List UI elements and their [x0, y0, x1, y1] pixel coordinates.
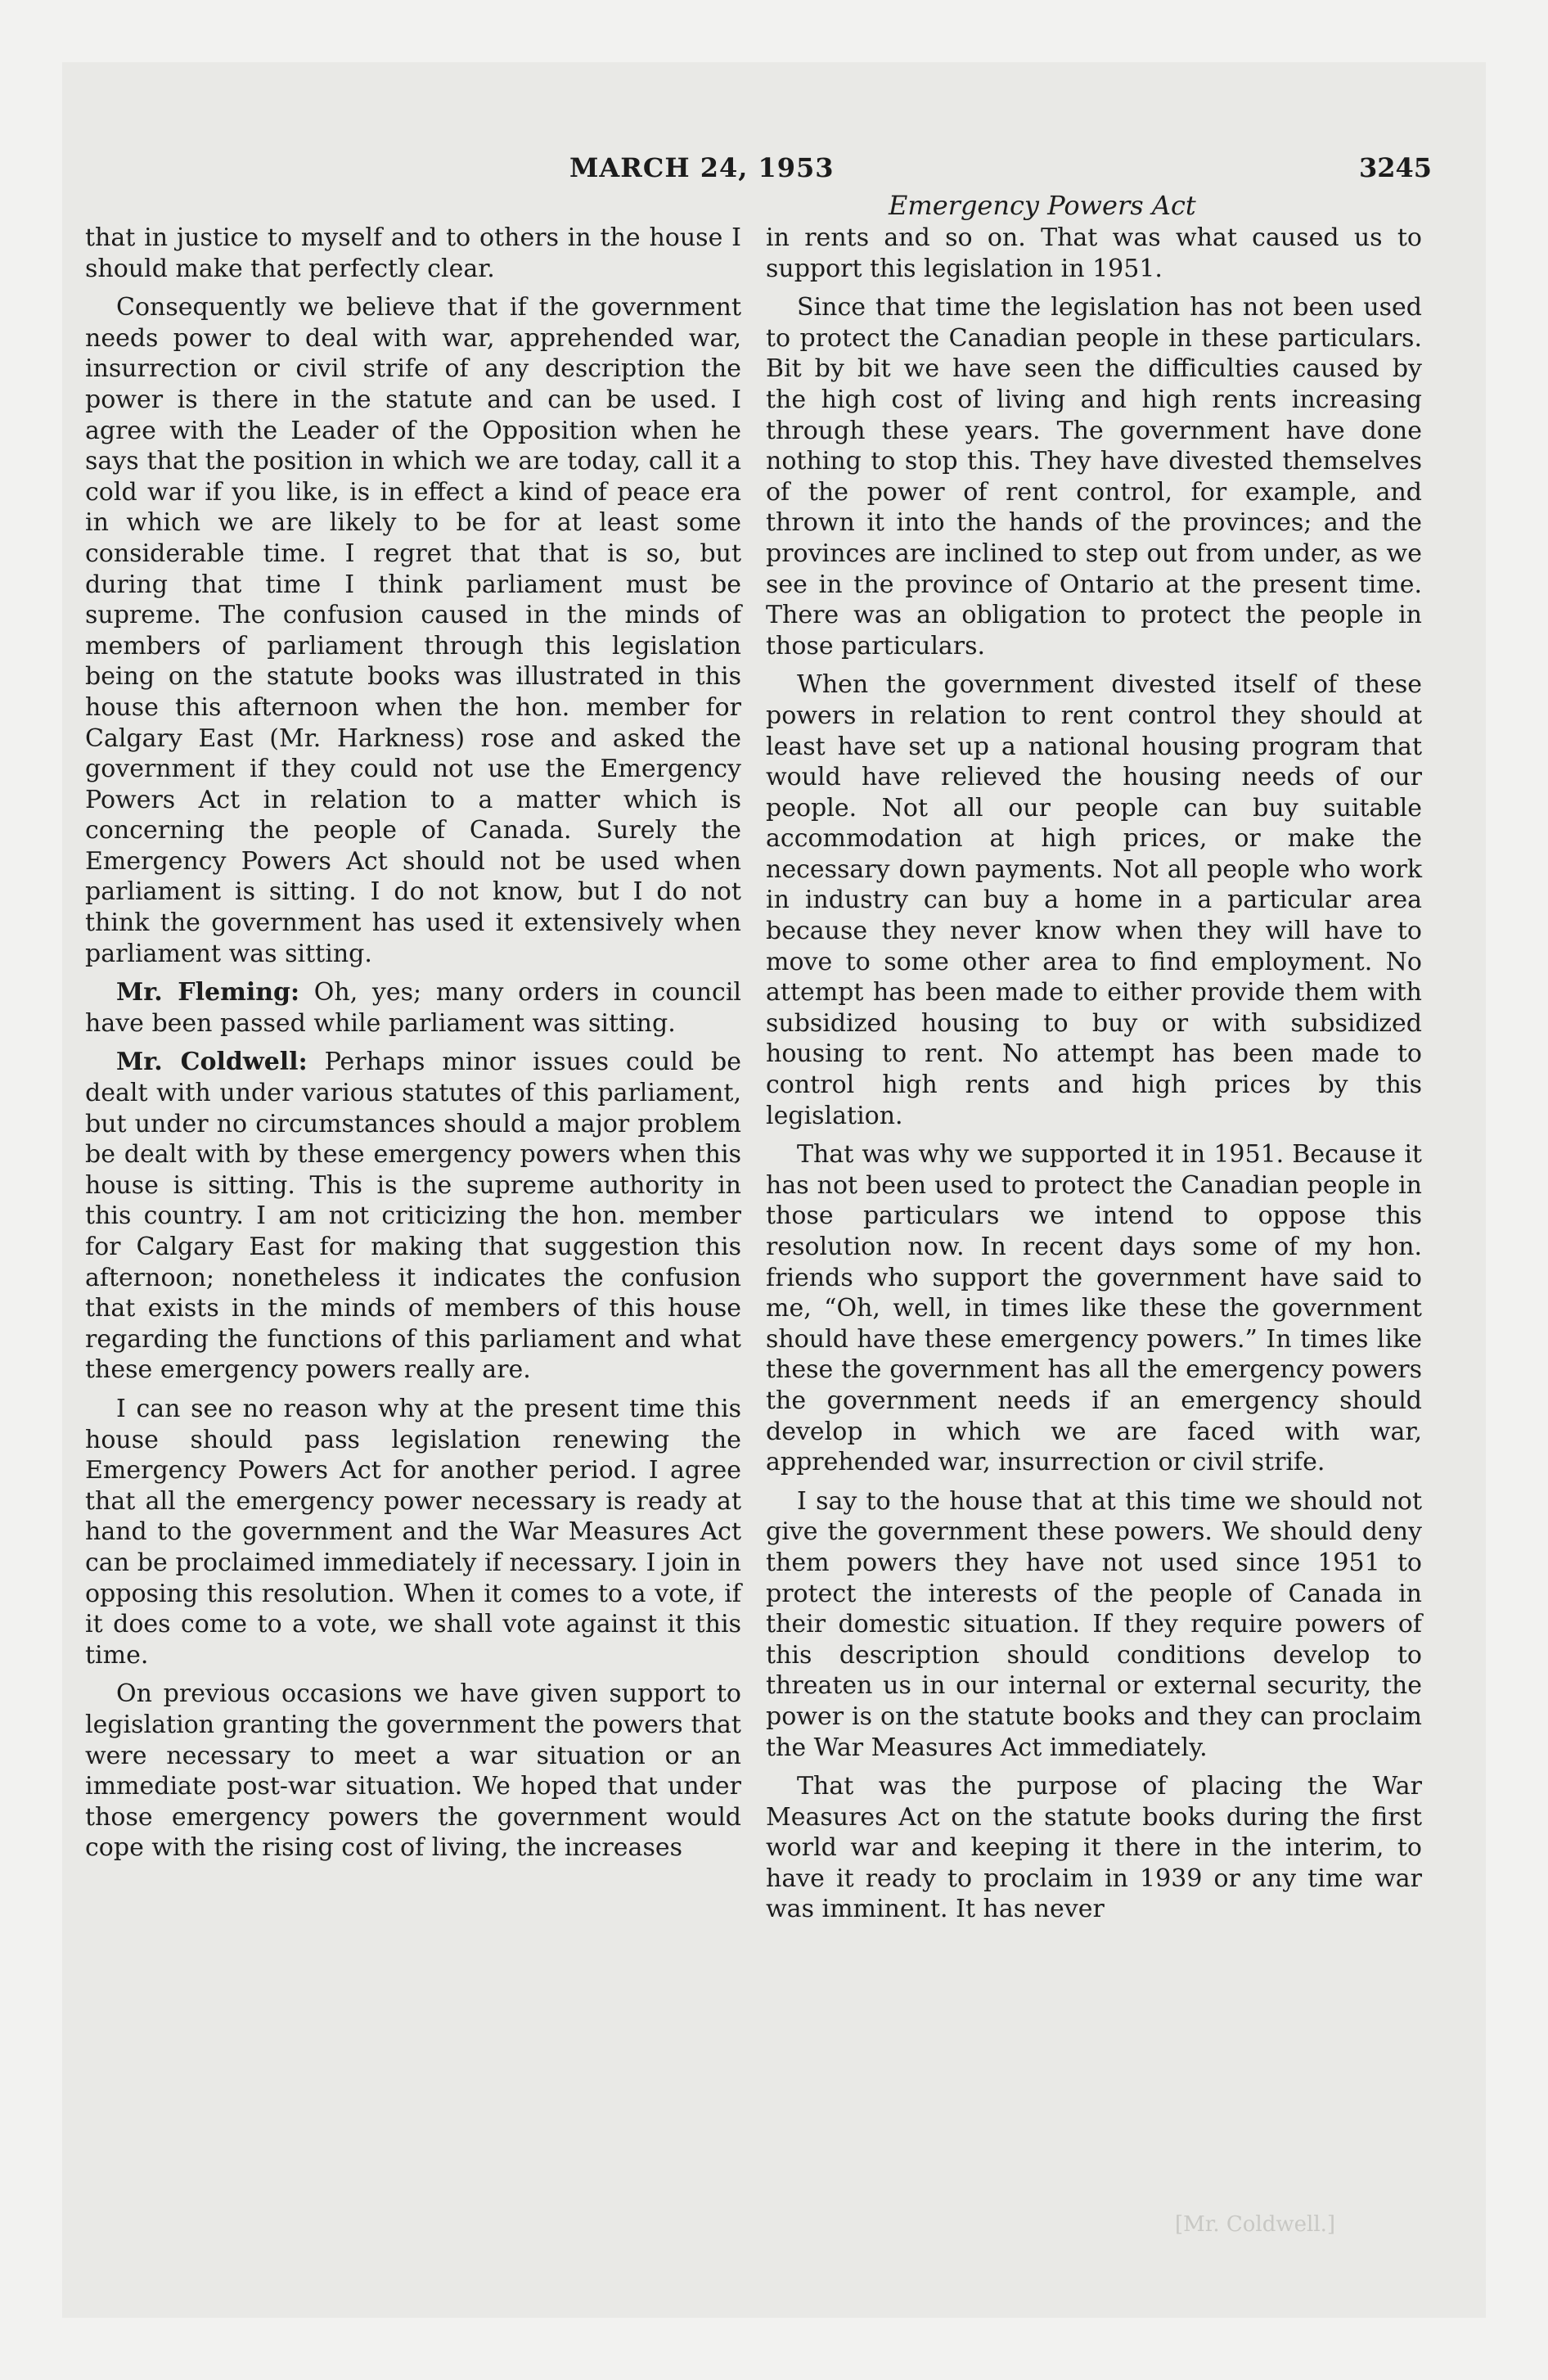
- paragraph: [766, 223, 1422, 284]
- paragraph-text: I can see no reason why at the present time this house should pass legislation renewing the Emergency Powers Act for another period. I agree that all the emergency power necessary is ready at hand to the government and the War Measures Act can be proclaimed immediately if necessary. I join in opposing this resolution. When it comes to a vote, if it does come to a vote, we shall vote against it this time.: [85, 1394, 741, 1670]
- speech-paragraph: [85, 977, 741, 1039]
- paragraph: [766, 1771, 1422, 1925]
- page-header: [62, 152, 1486, 185]
- paragraph-text: I say to the house that at this time we should not give the government these powers. We should deny them powers they have not used since 1951 to protect the interests of the people of Canada in their domestic situation. If they require powers of this description should conditions develop to threaten us in our internal or external security, the power is on the statute books and they can proclaim the War Measures Act immediately.: [766, 1486, 1422, 1762]
- paragraph-text: Oh, yes; many orders in council have been passed while parliament was sitting.: [85, 978, 742, 1038]
- paragraph: [85, 292, 741, 969]
- paragraph: [85, 223, 741, 284]
- paragraph-text: that in justice to myself and to others in the house I should make that perfectly clear.: [85, 223, 741, 283]
- speaker-name: Mr. Fleming:: [116, 978, 300, 1007]
- paragraph: [766, 1486, 1422, 1763]
- paragraph-text: in rents and so on. That was what caused us to support this legislation in 1951.: [766, 223, 1422, 283]
- paragraph: [85, 1394, 741, 1670]
- subject-title: Emergency Powers Act: [889, 190, 1196, 221]
- paragraph: [85, 1679, 741, 1864]
- paragraph-text: Since that time the legislation has not been used to protect the Canadian people in these particulars. Bit by bit we have seen the difficulties caused by the high cost of living and high rents increasing through these years. The government have done nothing to stop this. They have divested themselves of the power of rent control, for example, and thrown it into the hands of the provinces; and the provinces are inclined to step out from under, as we see in the province of Ontario at the present time. There was an obligation to protect the people in those particulars.: [766, 293, 1422, 660]
- paragraph: [766, 292, 1422, 661]
- paragraph-text: That was the purpose of placing the War Measures Act on the statute books during the first world war and keeping it there in the interim, to have it ready to proclaim in 1939 or any time war was imminent. It has never: [766, 1772, 1422, 1924]
- paragraph-text: Perhaps minor issues could be dealt with under various statutes of this parliament, but under no circumstances should a major problem be dealt with by these emergency powers when this house is sitting. This is the supreme authority in this country. I am not criticizing the hon. member for Calgary East for making that suggestion this afternoon; nonetheless it indicates the confusion that exists in the minds of members of this house regarding the functions of this parliament and what these emergency powers really are.: [85, 1048, 741, 1385]
- paragraph: [766, 1139, 1422, 1478]
- paragraph-text: When the government divested itself of these powers in relation to rent control they should at least have set up a national housing program that would have relieved the housing needs of our people. Not all our people can buy suitable accommodation at high prices, or make the necessary down payments. Not all people who work in industry can buy a home in a particular area because they never know when they will have to move to some other area to find employment. No attempt has been made to either provide them with subsidized housing to buy or with subsidized housing to rent. No attempt has been made to control high rents and high prices by this legislation.: [766, 670, 1422, 1130]
- section-subject: [889, 190, 1486, 221]
- hansard-page: [62, 62, 1486, 2318]
- paragraph-text: That was why we supported it in 1951. Because it has not been used to protect the Canadian people in those particulars we intend to oppose this resolution now. In recent days some of my hon. friends who support the government have said to me, “Oh, well, in times like these the government should have these emergency powers.” In times like these the government has all the emergency powers the government needs if an emergency should develop in which we are faced with war, apprehended war, insurrection or civil strife.: [766, 1140, 1422, 1477]
- bleed-through-footer: [Mr. Coldwell.]: [1175, 2212, 1336, 2237]
- speaker-name: Mr. Coldwell:: [116, 1048, 308, 1077]
- right-column: [766, 223, 1422, 1933]
- speech-paragraph: [85, 1047, 741, 1386]
- paragraph-text: On previous occasions we have given support to legislation granting the government the powers that were necessary to meet a war situation or an immediate post-war situation. We hoped that under those emergency powers the government would cope with the rising cost of living, the increases: [85, 1679, 741, 1863]
- paragraph-text: Consequently we believe that if the government needs power to deal with war, apprehended war, insurrection or civil strife of any description the power is there in the statute and can be used. I agree with the Leader of the Opposition when he says that the position in which we are today, call it a cold war if you like, is in effect a kind of peace era in which we are likely to be for at least some considerable time. I regret that that is so, but during that time I think parliament must be supreme. The confusion caused in the minds of members of parliament through this legislation being on the statute books was illustrated in this house this afternoon when the hon. member for Calgary East (Mr. Harkness) rose and asked the government if they could not use the Emergency Powers Act in relation to a matter which is concerning the people of Canada. Surely the Emergency Powers Act should not be used when parliament is sitting. I do not know, but I do not think the government has used it extensively when parliament was sitting.: [85, 293, 741, 968]
- left-column: [85, 223, 741, 1872]
- page-number: 3245: [1358, 152, 1432, 183]
- paragraph: [766, 669, 1422, 1131]
- running-head-date: MARCH 24, 1953: [569, 152, 835, 183]
